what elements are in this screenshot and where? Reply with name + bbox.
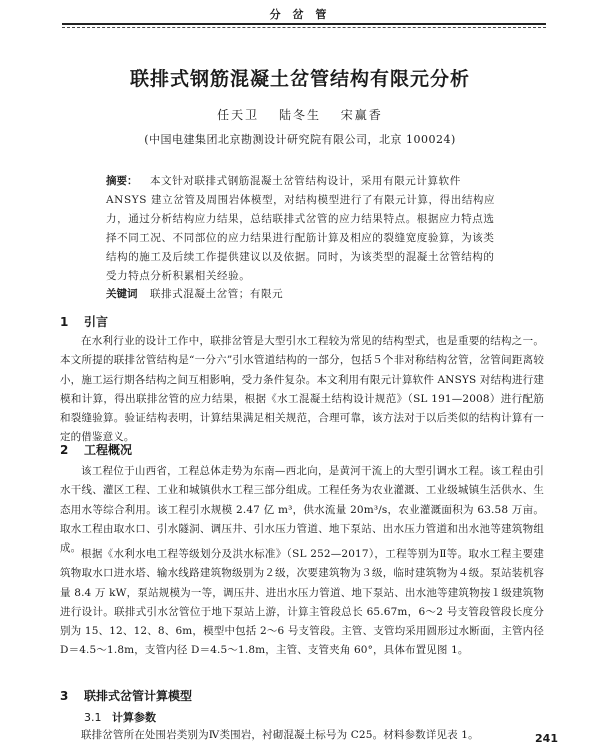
section-number: 3 [60,689,69,703]
intro-paragraph: 在水利行业的设计工作中，联排岔管是大型引水工程较为常见的结构型式，也是重要的结构之一。本文所提的联排岔管结构是“一分六”引水管道结构的一部分，包括５个非对称结构岔管，岔管间距离较小，施工运行期各结构之间互相影响，受力条件复杂。本文利用有限元计算软件 ANSYS 对结构进行建模和计算，得出联排岔管的应力结果，根据《水工混凝土结构设计规范》（SL 191—2008）进行配筋和裂缝验算。验证结构表明，计算结果满足相关规范，合理可靠，该方法对于以后类似的结构计算有一定的借鉴意义。 [60,335,544,444]
overview-paragraph-2: 根据《水利水电工程等级划分及洪水标准》（SL 252—2017），工程等别为Ⅱ等。取水工程主要建筑物取水口进水塔、输水线路建筑物级别为２级，次要建筑物为３级，临时建筑物为４级。泵站装机容量 8.4 万 kW，泵站规模为一等，调压井、进出水压力管道、地下泵站、出水池等建筑物按１级建筑物进行设计。联排式引水岔管位于地下泵站上游，计算主管段总长 65.67m，6～2 号支管段管段长度分别为 15、12、12、8、6m，模型中包括 2～6 号支管段。主管、支管均采用圆形过水断面，主管内径 D＝4.5～1.8m，支管内径 D＝4.5～1.8m，主管、支管夹角 60°，具体布置见图 1。 [60,548,544,657]
keywords-label: 关键词 [106,288,138,300]
paper-title: 联排式钢筋混凝土岔管结构有限元分析 [129,68,470,90]
abstract-block [106,172,498,286]
header-rule-solid [62,23,546,25]
keywords-block [106,285,498,304]
affiliation: (中国电建集团北京勘测设计研究院有限公司，北京 100024) [144,133,456,146]
abstract-label: 摘要： [106,175,138,187]
section-title: 联排式岔管计算模型 [84,689,193,703]
params-paragraph: 联排岔管所在处围岩类别为Ⅳ类围岩，衬砌混凝土标号为 C25。材料参数详见表 1。 [81,729,479,741]
section-title: 引言 [84,315,109,329]
overview-paragraph-1: 该工程位于山西省，工程总体走势为东南—西北向，是黄河干流上的大型引调水工程。该工程由引水干线、灌区工程、工业和城镇供水工程三部分组成。工程任务为农业灌溉、工业级城镇生活供水、生态用水等综合利用。该工程引水规模 2.47 亿 m³，供水流量 20m³/s，农业灌溉面积为 63.58 万亩。取水工程由取水口、引水隧洞、调压井、引水压力管道、地下泵站、出水压力管道和出水池等建筑物组成。 [60,465,544,555]
section-number: 2 [60,443,69,457]
subsection-heading-3-1 [84,709,156,725]
section-heading-2 [60,441,132,458]
header-rule-dashed [62,27,546,28]
section-number: 1 [60,315,69,329]
subsection-title: 计算参数 [112,711,156,724]
authors: 任天卫 陆冬生 宋赢香 [217,108,383,122]
section-title: 工程概况 [84,443,133,457]
abstract-text: 本文针对联排式钢筋混凝土岔管结构设计，采用有限元计算软件 ANSYS 建立岔管及周围岩体模型，对结构模型进行了有限元计算，得出结构应力，通过分析结构应力结果，总结联排式岔管的应力结果特点。根据应力特点选择不同工况、不同部位的应力结果进行配筋计算及相应的裂缝宽度验算，为该类结构的施工及后续工作提供建议以及依据。同时，为该类型的混凝土岔管结构的受力特点分析积累相关经验。 [106,175,496,282]
subsection-number: 3.1 [84,711,102,724]
page-number: 241 [535,732,558,745]
section-heading-3 [60,687,192,704]
section-heading-1 [60,313,108,330]
running-head: 分 岔 管 [269,8,331,21]
keywords-text: 联排式混凝土岔管；有限元 [150,288,284,300]
